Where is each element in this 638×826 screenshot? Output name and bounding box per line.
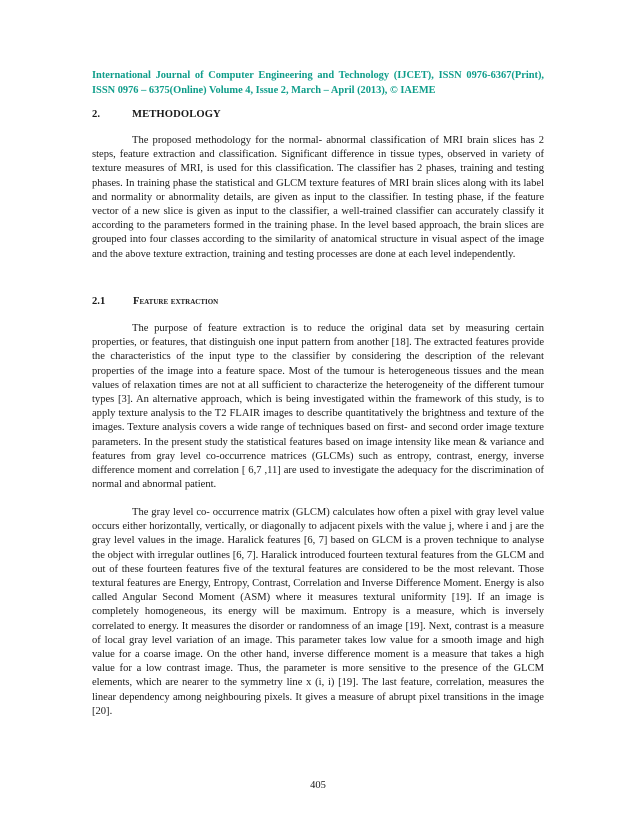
feature-extraction-paragraph: The purpose of feature extraction is to reduce the original data set by measuring certain properties, or features, that distinguish one input pattern from another [18]. The extracted features provide the characteristics of the input type to the classifier by considering the description of the relevant properties of the image into a feature space. Most of the tumour is heterogeneous tissues and the mean values of relaxation times are not at all sufficient to characterize the heterogeneity of the different tumour types [3]. An alternative approach, which is being investigated within the framework of this study, is to apply texture analysis to the T2 FLAIR images to describe quantitatively the brightness and texture of the images. Texture analysis covers a wide range of techniques based on first- and second order image texture parameters. In the present study the statistical features based on image intensity like mean & variance and features from gray level co-occurrence matrices (GLCMs) such as entropy, contrast, energy, inverse difference moment and correlation [ 6,7 ,11] are used to investigate the adequacy for the discrimination of normal and abnormal patient. bbox=[92, 323, 544, 491]
section-number: 2. bbox=[92, 109, 101, 120]
section-heading bbox=[92, 109, 221, 120]
journal-header: International Journal of Computer Engineering and Technology (IJCET), ISSN 0976-6367(Print), ISSN 0976 – 6375(Online) Volume 4, Issue 2, March – April (2013), © IAEME bbox=[92, 70, 544, 96]
subsection-number: 2.1 bbox=[92, 296, 106, 307]
subsection-title: Feature extraction bbox=[133, 296, 219, 307]
methodology-paragraph: The proposed methodology for the normal- abnormal classification of MRI brain slices has 2 steps, feature extraction and classification. Significant difference in tissue types, observed in variety of texture measures of MRI, is used for this classification. The classifier has 2 phases, training and testing phases. In training phase the statistical and GLCM texture features of MRI brain slices along with its label and normality or abnormality details, are given as input to the classifier. In testing phase, if the feature vector of a new slice is given as input to the classifier, a well-trained classifier can accurately classify it according to the parameters formed in the training phase. In the level based approach, the brain slices are grouped into four classes according to the similarity of anatomical structure in visual aspect of the image and the above texture extraction, training and testing processes are done at each level independently. bbox=[92, 135, 544, 260]
page-number: 405 bbox=[310, 780, 326, 791]
glcm-paragraph: The gray level co- occurrence matrix (GLCM) calculates how often a pixel with gray level value occurs either horizontally, vertically, or diagonally to adjacent pixels with the value j, where i and j are the gray level values in the image. Haralick features [6, 7] based on GLCM is a proven technique to analyse the object with irregular outlines [6, 7]. Haralick introduced fourteen textural features from the GLCM and out of these fourteen features five of the textural features are considered to be the most relevant. Those textural features are Energy, Entropy, Contrast, Correlation and Inverse Difference Moment. Energy is also called Angular Second Moment (ASM) where it measures textural uniformity [19]. If an image is completely homogeneous, its energy will be maximum. Entropy is a measure, which is inversely correlated to energy. It measures the disorder or randomness of an image [19]. Next, contrast is a measure of local gray level variation of an image. This parameter takes low value for a smooth image and high value for a coarse image. On the other hand, inverse difference moment is a measure that takes a high value for a low contrast image. Thus, the parameter is more sensitive to the presence of the GLCM elements, which are nearer to the symmetry line x (i, i) [19]. The last feature, correlation, measures the linear dependency among neighbouring pixels. It gives a measure of abrupt pixel transitions in the image [20]. bbox=[92, 507, 544, 717]
section-title: METHODOLOGY bbox=[132, 109, 221, 120]
subsection-heading bbox=[92, 296, 218, 307]
